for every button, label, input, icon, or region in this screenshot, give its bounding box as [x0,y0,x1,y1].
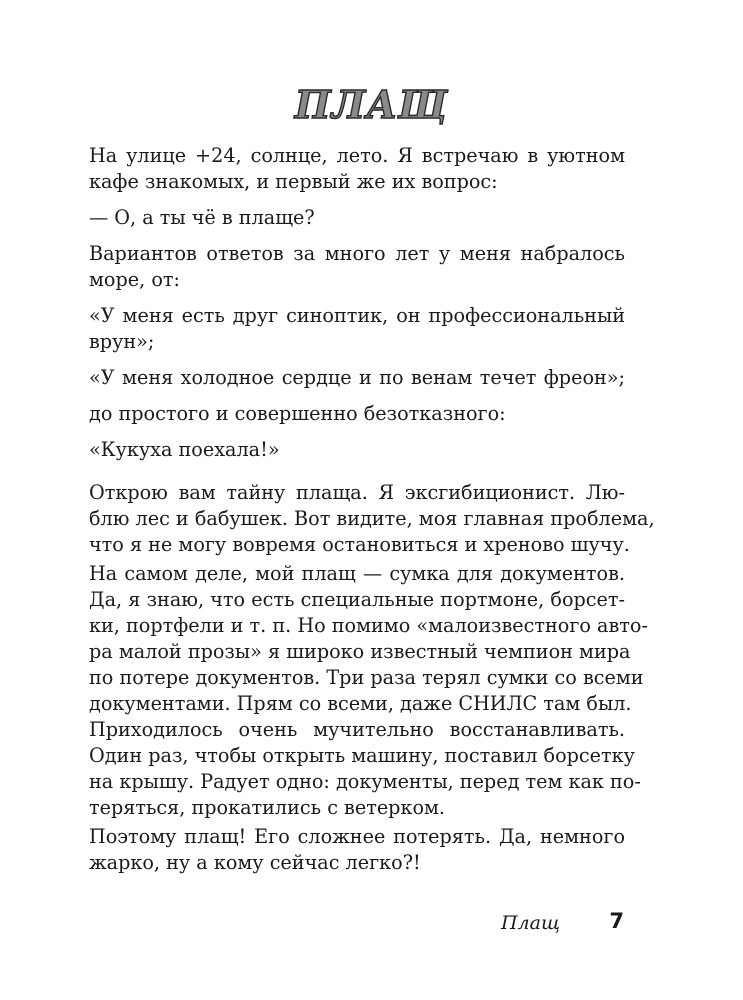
text-line: врун»; [89,330,155,353]
text-line: «У меня холодное сердце и по венам течет фреон»; [89,366,625,389]
text-line: до простого и совершенно безотказного: [89,402,506,425]
text-line: Один раз, чтобы открыть машину, поставил борсетку [89,744,635,767]
text-line: море, от: [89,268,180,291]
page-number: 7 [609,909,624,933]
text-line: на крышу. Радует одно: документы, перед тем как по- [89,770,641,793]
text-line: Приходилось очень мучительно восстанавливать. [89,718,625,741]
text-line: жарко, ну а кому сейчас легко?! [89,851,421,874]
text-line: ки, портфели и т. п. Но помимо «малоизвестного авто- [89,614,648,637]
text-line: теряться, прокатились с ветерком. [89,796,446,819]
text-line: что я не могу вовремя остановиться и хреново шучу. [89,533,630,556]
text-line: На самом деле, мой плащ — сумка для документов. [89,562,625,585]
text-line: Открою вам тайну плаща. Я эксгибиционист. Лю- [89,481,625,504]
text-line: блю лес и бабушек. Вот видите, моя главная проблема, [89,507,655,530]
text-line: ра малой прозы» я широко известный чемпион мира [89,640,631,663]
text-line: Вариантов ответов за много лет у меня набралось [89,242,625,265]
text-line: — О, а ты чё в плаще? [89,206,315,229]
text-line: «Кукуха поехала!» [89,438,280,461]
text-line: по потере документов. Три раза терял сумки со всеми [89,666,644,689]
text-line: Поэтому плащ! Его сложнее потерять. Да, немного [89,825,625,848]
text-line: кафе знакомых, и первый же их вопрос: [89,170,498,193]
text-line: На улице +24, солнце, лето. Я встречаю в уютном [89,144,625,167]
text-line: «У меня есть друг синоптик, он профессиональный [89,304,625,327]
chapter-title: ПЛАЩ [294,82,449,127]
text-line: Да, я знаю, что есть специальные портмоне, борсет- [89,588,625,611]
text-line: документами. Прям со всеми, даже СНИЛС там был. [89,692,632,715]
running-title: Плащ [500,912,560,934]
